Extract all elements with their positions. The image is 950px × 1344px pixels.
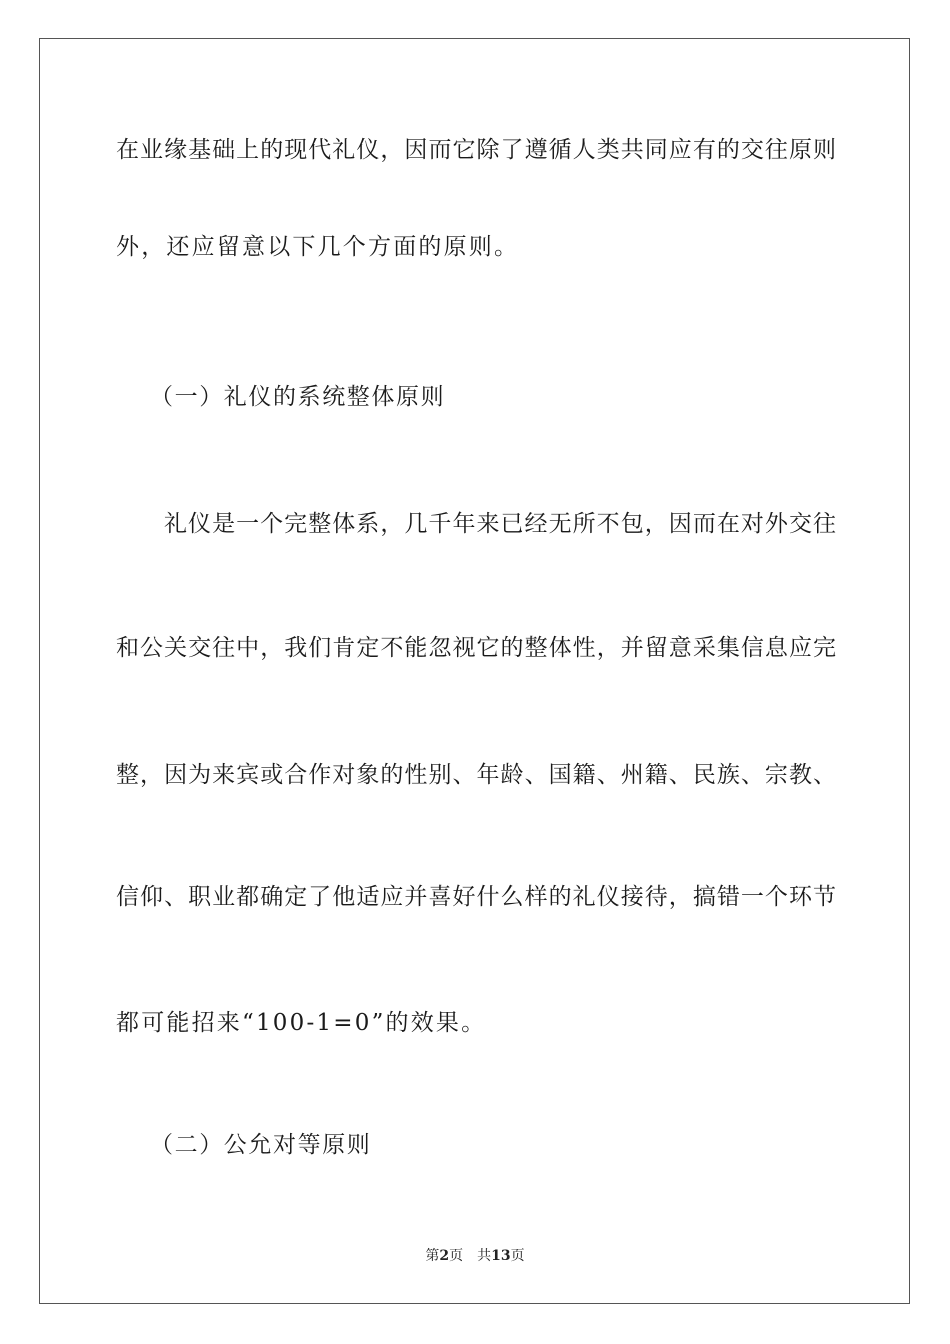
paragraph-line: 外，还应留意以下几个方面的原则。 <box>116 234 520 260</box>
footer-total-prefix: 共 <box>477 1248 492 1264</box>
paragraph-line: 都可能招来“100-1=0”的效果。 <box>116 1010 487 1036</box>
section-heading: （一）礼仪的系统整体原则 <box>150 384 446 410</box>
paragraph-line: 整，因为来宾或合作对象的性别、年龄、国籍、州籍、民族、宗教、 <box>116 762 836 788</box>
footer-page-number: 2 <box>439 1248 450 1264</box>
paragraph-line: 信仰、职业都确定了他适应并喜好什么样的礼仪接待，搞错一个环节 <box>116 884 836 910</box>
page-border <box>39 38 910 1304</box>
footer-page-suffix: 页 <box>449 1248 464 1264</box>
page-footer <box>0 1246 950 1266</box>
footer-total-suffix: 页 <box>510 1248 525 1264</box>
footer-total-pages: 13 <box>491 1248 511 1264</box>
paragraph-line: 和公关交往中，我们肯定不能忽视它的整体性，并留意采集信息应完 <box>116 635 836 661</box>
section-heading: （二）公允对等原则 <box>150 1132 372 1158</box>
footer-page-prefix: 第 <box>425 1248 440 1264</box>
paragraph-line: 礼仪是一个完整体系，几千年来已经无所不包，因而在对外交往 <box>164 511 836 537</box>
paragraph-line: 在业缘基础上的现代礼仪，因而它除了遵循人类共同应有的交往原则 <box>116 137 836 163</box>
